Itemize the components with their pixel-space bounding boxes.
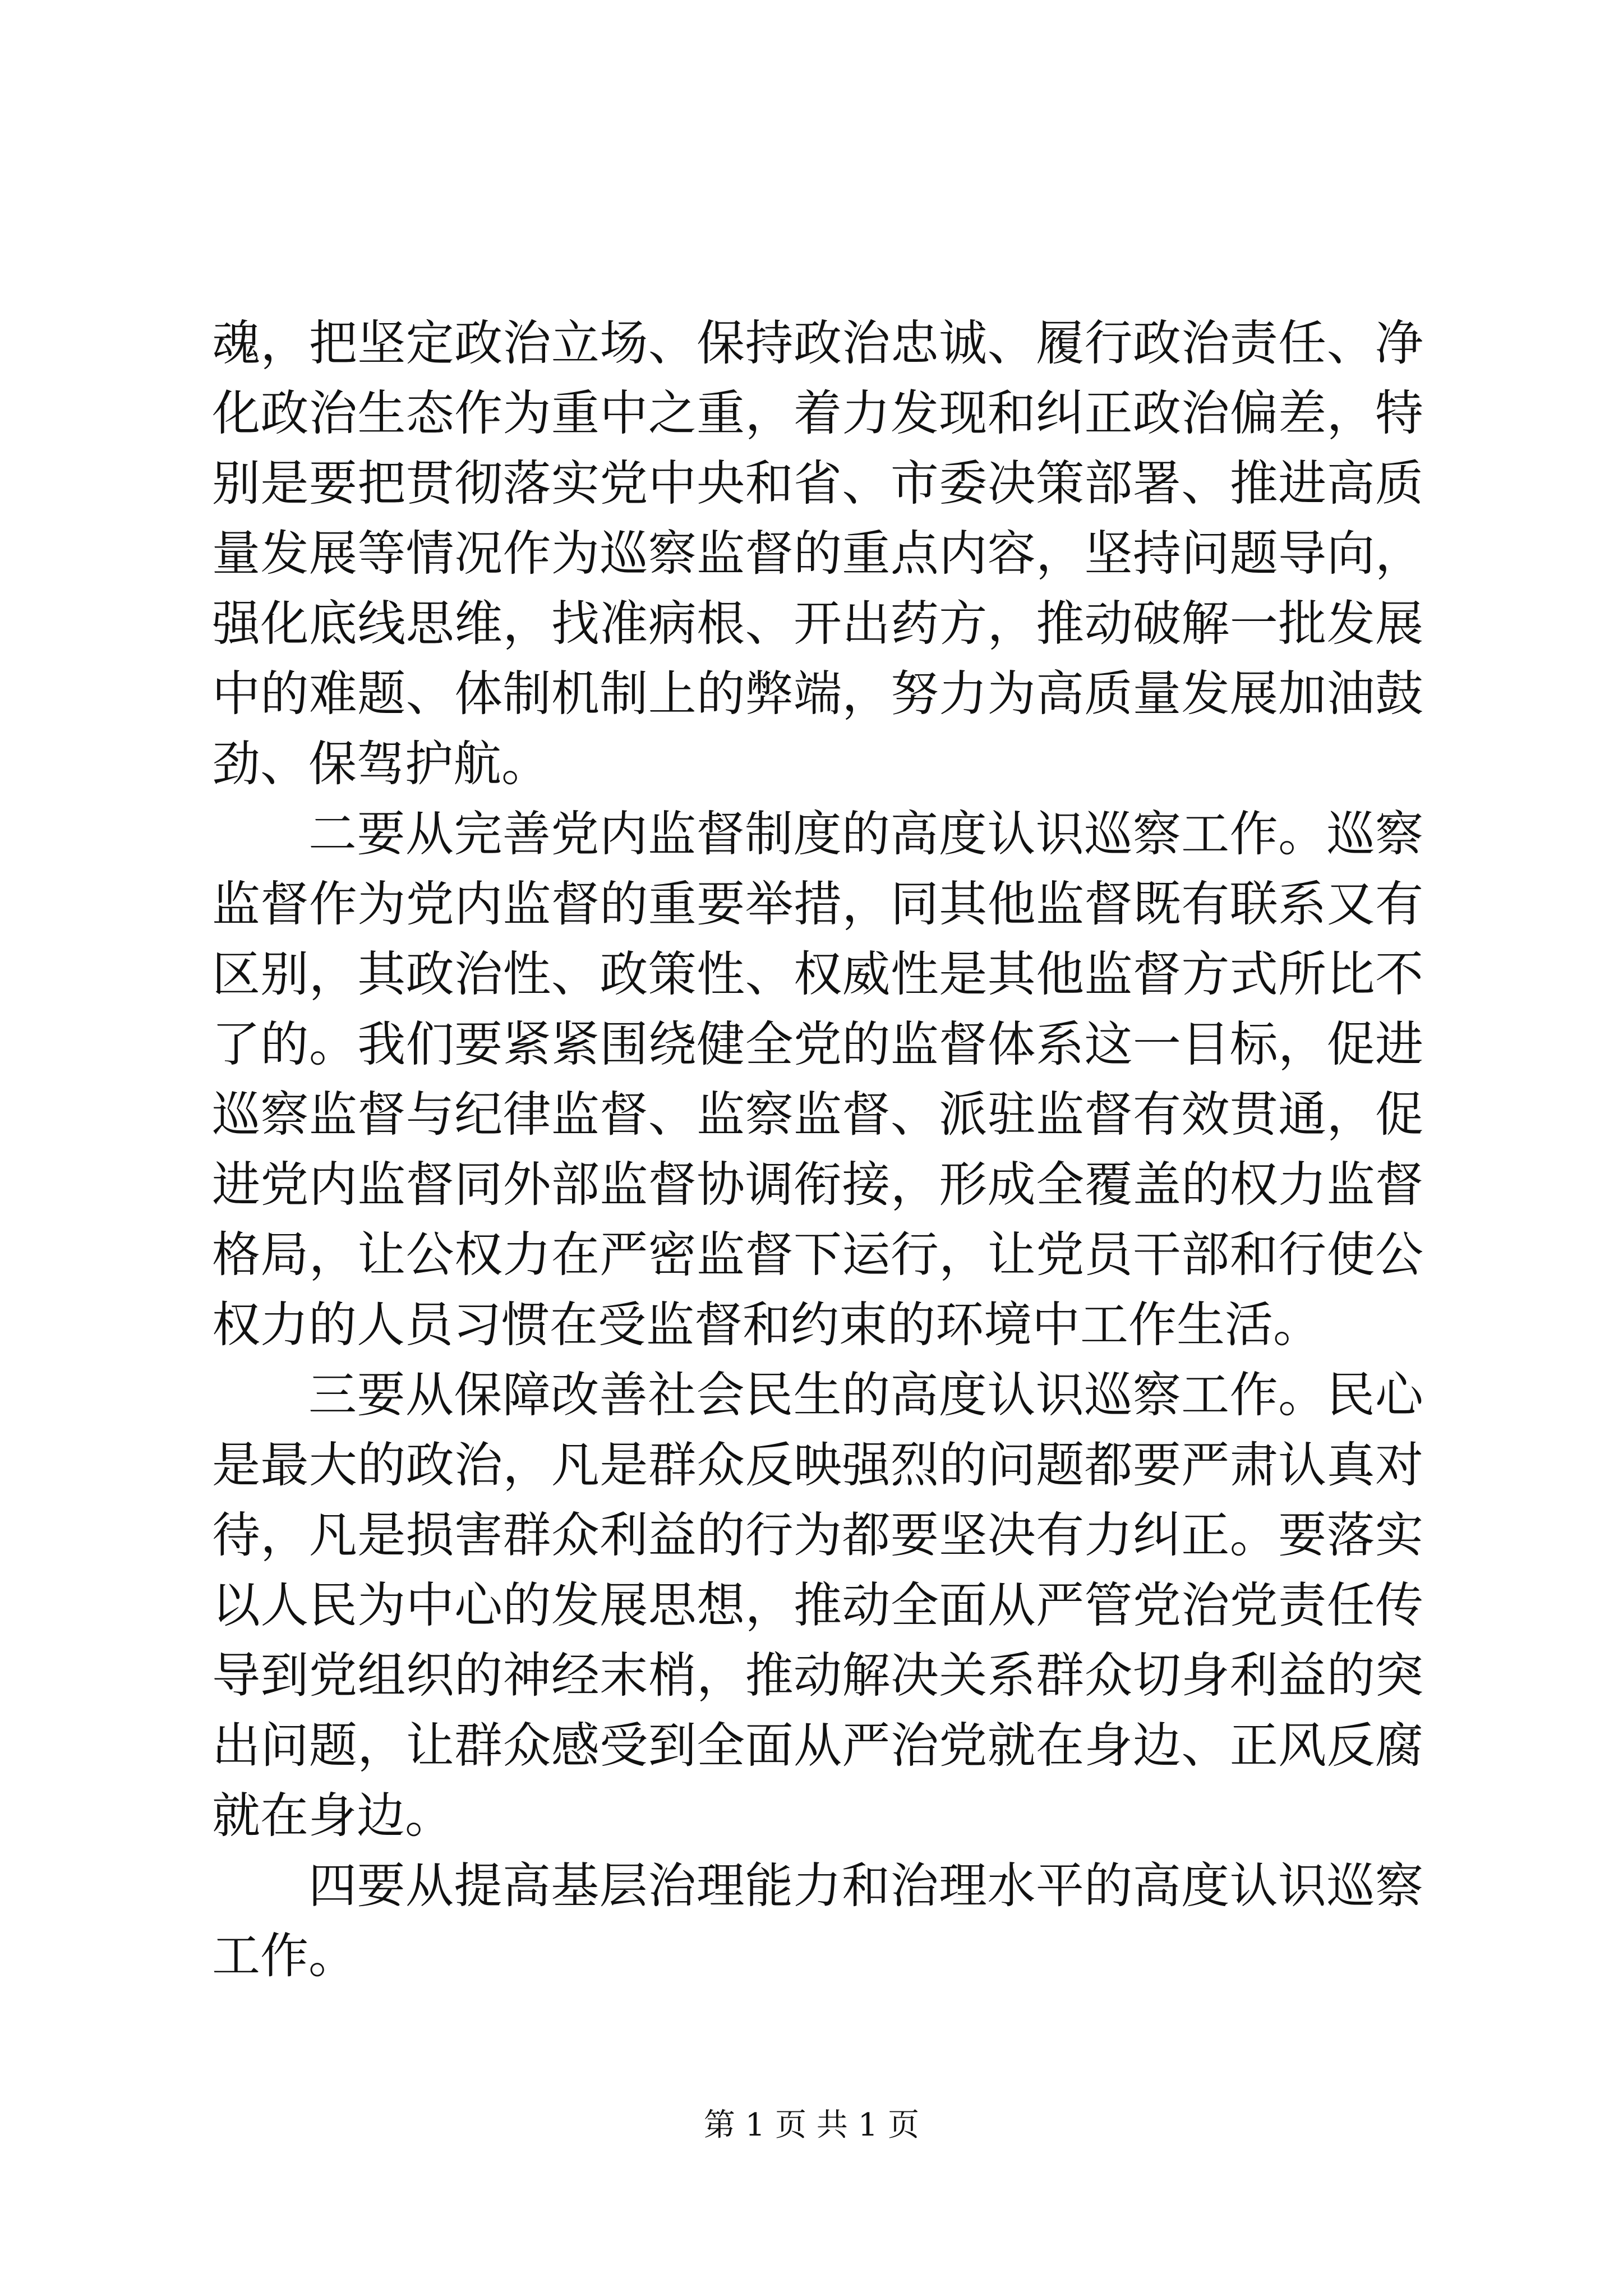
document-body <box>212 309 1423 1991</box>
paragraph-4: 四要从提高基层治理能力和治理水平的高度认识巡察工作。 <box>212 1858 1423 1984</box>
paragraph-3: 三要从保障改善社会民生的高度认识巡察工作。民心是最大的政治，凡是群众反映强烈的问题都要严肃认真对待，凡是损害群众利益的行为都要坚决有力纠正。要落实以人民为中心的发展思想，推动全面从严管党治党责任传导到党组织的神经末梢，推动解决关系群众切身利益的突出问题，让群众感受到全面从严治党就在身边、正风反腐就在身边。 <box>212 1367 1423 1844</box>
page-number-footer: 第 1 页 共 1 页 <box>703 2107 920 2143</box>
paragraph-1: 魂，把坚定政治立场、保持政治忠诚、履行政治责任、净化政治生态作为重中之重，着力发现和纠正政治偏差，特别是要把贯彻落实党中央和省、市委决策部署、推进高质量发展等情况作为巡察监督的重点内容，坚持问题导向，强化底线思维，找准病根、开出药方，推动破解一批发展中的难题、体制机制上的弊端，努力为高质量发展加油鼓劲、保驾护航。 <box>212 315 1423 792</box>
paragraph-2: 二要从完善党内监督制度的高度认识巡察工作。巡察监督作为党内监督的重要举措，同其他监督既有联系又有区别，其政治性、政策性、权威性是其他监督方式所比不了的。我们要紧紧围绕健全党的监督体系这一目标，促进巡察监督与纪律监督、监察监督、派驻监督有效贯通，促进党内监督同外部监督协调衔接，形成全覆盖的权力监督格局，让公权力在严密监督下运行，让党员干部和行使公权力的人员习惯在受监督和约束的环境中工作生活。 <box>212 806 1423 1353</box>
